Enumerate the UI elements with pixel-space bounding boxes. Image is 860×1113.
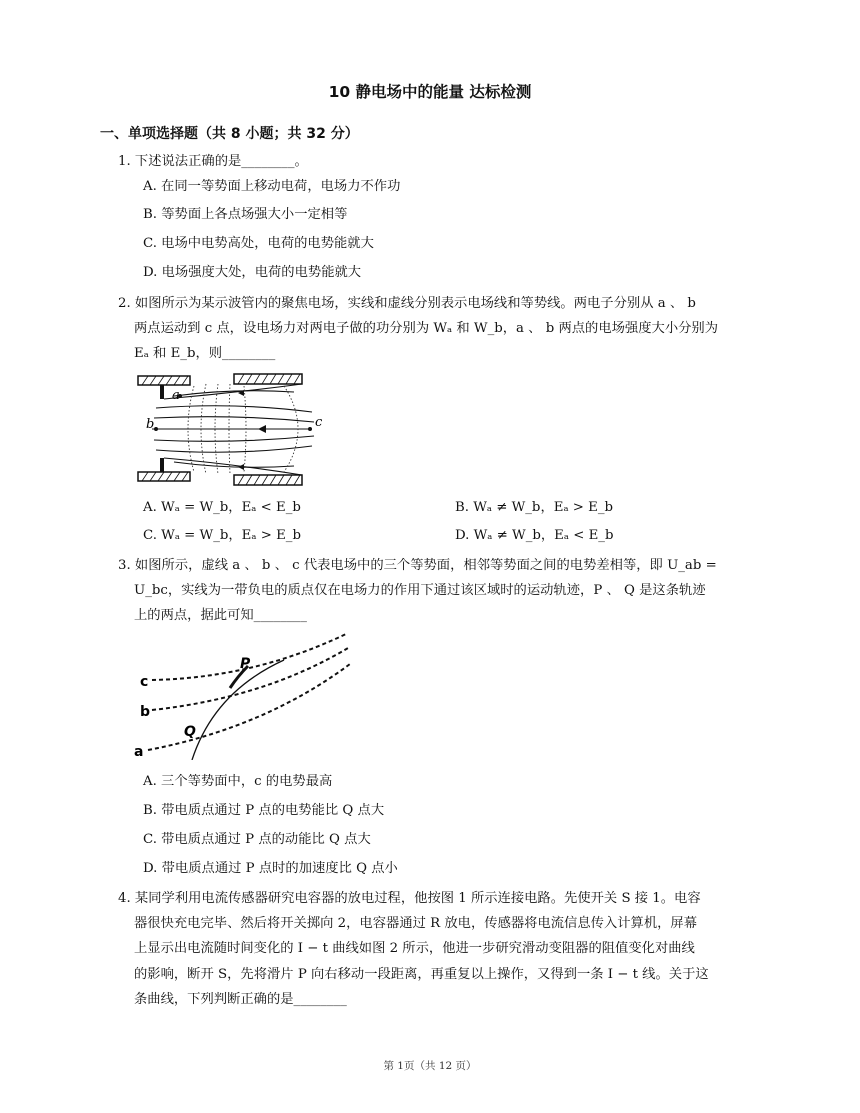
section-heading: 一、单项选择题（共 8 小题；共 32 分） bbox=[100, 126, 359, 142]
q2-stem-line2: 两点运动到 c 点，设电场力对两电子做的功分别为 Wₐ 和 W_b，a 、 b 两点的电场强度大小分别为 bbox=[134, 321, 719, 336]
q4-stem-line5: 条曲线，下列判断正确的是________ bbox=[134, 992, 347, 1007]
q4-stem-line2: 器很快充电完毕、然后将开关掷向 2，电容器通过 R 放电，传感器将电流信息传入计算机，屏幕 bbox=[134, 916, 698, 931]
q4-stem-line1: 4. 某同学利用电流传感器研究电容器的放电过程，他按图 1 所示连接电路。先使开关 S 接 1。电容 bbox=[118, 891, 701, 906]
q4-stem-line3: 上显示出电流随时间变化的 I − t 曲线如图 2 所示，他进一步研究滑动变阻器的阻值变化对曲线 bbox=[134, 941, 695, 956]
q1-option-c: C. 电场中电势高处，电荷的电势能就大 bbox=[143, 236, 374, 251]
q3-label-a: a bbox=[134, 744, 144, 760]
q2-stem-line1: 2. 如图所示为某示波管内的聚焦电场，实线和虚线分别表示电场线和等势线。两电子分别从 a 、 b bbox=[118, 296, 696, 311]
q3-label-b: b bbox=[140, 704, 151, 720]
q3-label-c: c bbox=[140, 674, 149, 690]
q3-equipotential-figure bbox=[134, 632, 354, 760]
q3-label-P: P bbox=[240, 656, 251, 672]
q1-stem: 1. 下述说法正确的是________。 bbox=[118, 154, 308, 169]
q2-label-c: c bbox=[315, 415, 323, 430]
q2-option-b: B. Wₐ ≠ W_b，Eₐ > E_b bbox=[455, 500, 614, 515]
q3-option-d: D. 带电质点通过 P 点时的加速度比 Q 点小 bbox=[143, 861, 398, 876]
q2-option-a: A. Wₐ = W_b，Eₐ < E_b bbox=[143, 500, 301, 515]
q3-stem-line2: U_bc，实线为一带负电的质点仅在电场力的作用下通过该区域时的运动轨迹，P 、 Q 是这条轨迹 bbox=[134, 583, 706, 598]
q3-option-b: B. 带电质点通过 P 点的电势能比 Q 点大 bbox=[143, 803, 385, 818]
q2-option-c: C. Wₐ = W_b，Eₐ > E_b bbox=[143, 528, 301, 543]
q3-option-a: A. 三个等势面中，c 的电势最高 bbox=[143, 774, 333, 789]
q2-stem-line3: Eₐ 和 E_b，则________ bbox=[134, 346, 276, 361]
q3-stem-line3: 上的两点，据此可知________ bbox=[134, 608, 307, 623]
q4-stem-line4: 的影响，断开 S，先将滑片 P 向右移动一段距离，再重复以上操作，又得到一条 I − t 线。关于这 bbox=[134, 967, 709, 982]
q3-label-Q: Q bbox=[184, 724, 196, 740]
q2-label-a: a bbox=[172, 388, 180, 403]
q1-option-d: D. 电场强度大处，电荷的电势能就大 bbox=[143, 265, 362, 280]
q1-option-a: A. 在同一等势面上移动电荷，电场力不作功 bbox=[143, 179, 401, 194]
q2-focusing-field-figure bbox=[134, 368, 334, 494]
q2-option-d: D. Wₐ ≠ W_b，Eₐ < E_b bbox=[455, 528, 614, 543]
page-footer: 第 1页（共 12 页） bbox=[383, 1060, 477, 1072]
q1-option-b: B. 等势面上各点场强大小一定相等 bbox=[143, 207, 348, 222]
q3-option-c: C. 带电质点通过 P 点的动能比 Q 点大 bbox=[143, 832, 371, 847]
q2-label-b: b bbox=[146, 417, 155, 432]
page-title: 10 静电场中的能量 达标检测 bbox=[328, 83, 532, 101]
q3-stem-line1: 3. 如图所示，虚线 a 、 b 、 c 代表电场中的三个等势面，相邻等势面之间的电势差相等，即 U_ab = bbox=[118, 558, 717, 573]
